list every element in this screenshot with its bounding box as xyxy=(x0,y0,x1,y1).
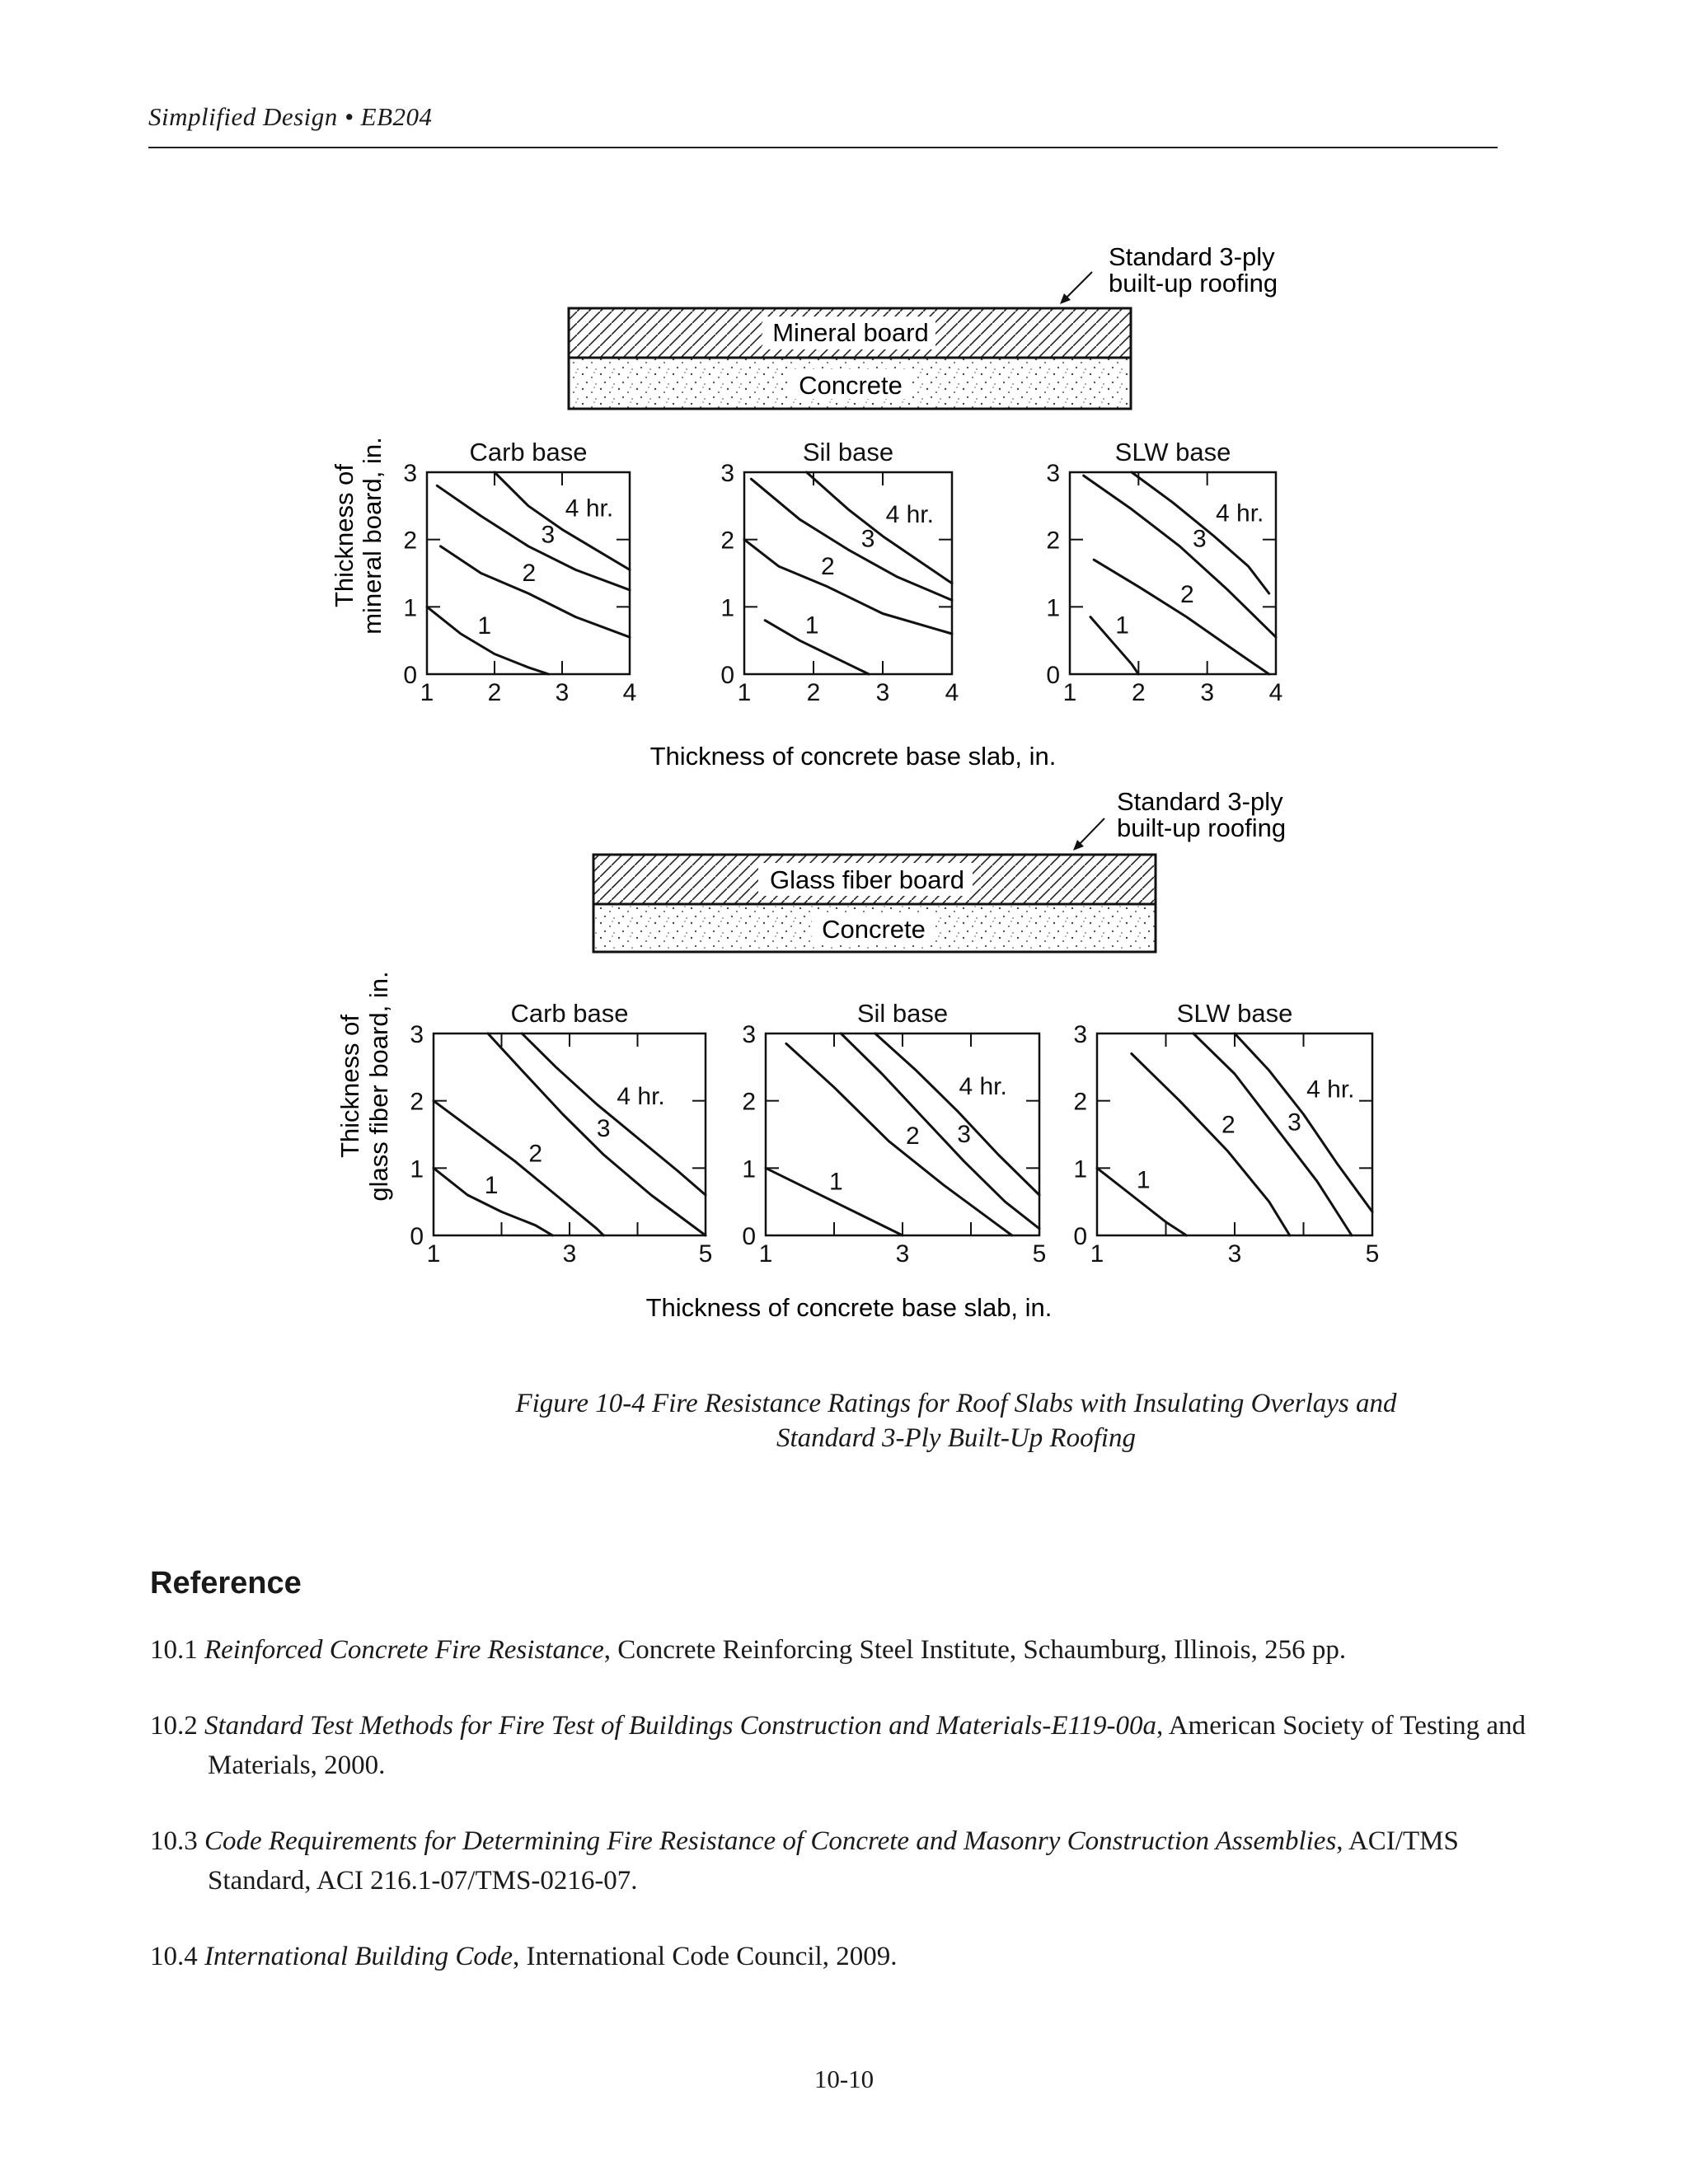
x-tick-label: 5 xyxy=(1032,1240,1047,1268)
y-tick-label: 3 xyxy=(1073,1021,1087,1048)
chart-title: Sil base xyxy=(856,999,949,1028)
curve-label: 2 xyxy=(1180,581,1194,609)
curve-label: 3 xyxy=(860,525,875,553)
y-tick-label: 2 xyxy=(742,1088,756,1116)
curve-label: 1 xyxy=(1115,612,1129,640)
x-tick-label: 1 xyxy=(1062,679,1077,706)
roofing-label: Standard 3-ply xyxy=(1109,242,1275,271)
curve-label: 4 hr. xyxy=(1216,499,1264,527)
curve-label: 3 xyxy=(957,1120,971,1148)
board-label: Mineral board xyxy=(772,318,929,347)
y-tick-label: 0 xyxy=(410,1223,424,1250)
y-tick-label: 3 xyxy=(720,460,734,487)
y-tick-label: 1 xyxy=(1073,1155,1087,1183)
curve-label: 4 hr. xyxy=(959,1073,1007,1101)
curve-label: 4 hr. xyxy=(885,501,934,529)
curve-label: 2 xyxy=(906,1122,920,1150)
rating-curve-1 xyxy=(1090,617,1138,674)
y-tick-label: 1 xyxy=(1046,594,1060,622)
x-tick-label: 3 xyxy=(1200,679,1215,706)
x-tick-label: 1 xyxy=(1090,1240,1104,1268)
x-tick-label: 2 xyxy=(806,679,821,706)
x-tick-label: 3 xyxy=(1227,1240,1242,1268)
mineral-board-diagram xyxy=(569,242,1278,409)
curve-label: 1 xyxy=(1136,1166,1151,1194)
caption-line: Standard 3-Ply Built-Up Roofing xyxy=(776,1423,1136,1453)
x-tick-label: 1 xyxy=(426,1240,441,1268)
y-tick-label: 0 xyxy=(403,662,417,689)
chart-sil-base-mineral xyxy=(720,438,959,706)
reference-heading: Reference xyxy=(150,1566,302,1601)
curve-label: 4 hr. xyxy=(1306,1076,1355,1104)
x-axis-label: Thickness of concrete base slab, in. xyxy=(649,742,1057,771)
chart-sil-base-glass xyxy=(742,999,1046,1268)
y-tick-label: 0 xyxy=(720,662,734,689)
y-axis-label: Thickness of xyxy=(335,1014,364,1159)
figure-caption xyxy=(247,1386,1665,1455)
reference-item: 10.2 Standard Test Methods for Fire Test of Buildings Construction and Materials-E119-00a, American Society of Testing and Materials, 2000. xyxy=(150,1711,1526,1780)
curve-label: 2 xyxy=(528,1140,543,1168)
y-tick-label: 2 xyxy=(720,527,734,555)
y-tick-label: 0 xyxy=(1046,662,1060,689)
concrete-label: Concrete xyxy=(822,915,926,944)
x-axis-label: Thickness of concrete base slab, in. xyxy=(645,1293,1053,1322)
x-tick-label: 2 xyxy=(1131,679,1146,706)
roofing-label: built-up roofing xyxy=(1109,269,1278,298)
rating-curve-2 xyxy=(434,1101,603,1235)
curve-label: 1 xyxy=(477,612,492,640)
curve-label: 1 xyxy=(829,1168,843,1196)
board-label: Glass fiber board xyxy=(769,865,965,894)
glass-fiber-board-diagram xyxy=(593,787,1286,952)
concrete-label: Concrete xyxy=(799,371,903,400)
y-tick-label: 0 xyxy=(1073,1223,1087,1250)
reference-item: 10.3 Code Requirements for Determining Fire Resistance of Concrete and Masonry Construction Assemblies, ACI/TMS Standard, ACI 216.1-07/TMS-0216-07. xyxy=(150,1826,1459,1896)
y-tick-label: 1 xyxy=(410,1155,424,1183)
y-axis-label: glass fiber board, in. xyxy=(364,971,393,1202)
x-tick-label: 3 xyxy=(555,679,570,706)
running-header: Simplified Design • EB204 xyxy=(148,102,433,131)
y-tick-label: 2 xyxy=(403,527,417,555)
x-tick-label: 1 xyxy=(420,679,434,706)
curve-label: 3 xyxy=(541,521,556,549)
curve-label: 1 xyxy=(804,612,819,640)
chart-slw-base-glass xyxy=(1073,999,1379,1268)
roofing-label: built-up roofing xyxy=(1117,813,1287,842)
y-tick-label: 2 xyxy=(410,1088,424,1116)
x-tick-label: 2 xyxy=(487,679,502,706)
y-axis-label: Thickness of xyxy=(330,463,359,608)
chart-title: Carb base xyxy=(510,999,629,1028)
x-tick-label: 4 xyxy=(945,679,959,706)
curve-label: 4 hr. xyxy=(565,494,614,523)
rating-curve-4hr xyxy=(875,1033,1039,1195)
x-tick-label: 1 xyxy=(737,679,752,706)
curve-label: 2 xyxy=(522,560,537,588)
x-tick-label: 3 xyxy=(562,1240,577,1268)
rating-curve-2 xyxy=(1132,1054,1290,1236)
curve-label: 2 xyxy=(821,552,835,580)
chart-title: Sil base xyxy=(802,438,894,466)
y-tick-label: 1 xyxy=(403,594,417,622)
y-tick-label: 2 xyxy=(1073,1088,1087,1116)
curve-label: 1 xyxy=(484,1172,499,1200)
x-tick-label: 1 xyxy=(758,1240,773,1268)
x-tick-label: 5 xyxy=(698,1240,713,1268)
x-tick-label: 5 xyxy=(1365,1240,1380,1268)
roofing-label: Standard 3-ply xyxy=(1117,787,1283,816)
x-tick-label: 4 xyxy=(1268,679,1283,706)
x-tick-label: 3 xyxy=(895,1240,910,1268)
curve-label: 3 xyxy=(596,1114,611,1142)
y-tick-label: 3 xyxy=(403,460,417,487)
page-number: 10-10 xyxy=(814,2064,874,2093)
rating-curve-3 xyxy=(751,479,952,600)
y-tick-label: 1 xyxy=(742,1155,756,1183)
rating-curve-3 xyxy=(841,1033,1039,1229)
reference-item: 10.1 Reinforced Concrete Fire Resistance, Concrete Reinforcing Steel Institute, Schaumburg, Illinois, 256 pp. xyxy=(150,1635,1347,1665)
x-tick-label: 4 xyxy=(622,679,637,706)
chart-title: SLW base xyxy=(1176,999,1293,1028)
y-tick-label: 3 xyxy=(410,1021,424,1048)
chart-carb-base-mineral xyxy=(403,438,636,706)
curve-label: 3 xyxy=(1193,525,1207,553)
y-tick-label: 2 xyxy=(1046,527,1060,555)
chart-carb-base-glass xyxy=(410,999,712,1268)
chart-slw-base-mineral xyxy=(1046,438,1282,706)
y-axis-label: mineral board, in. xyxy=(358,437,387,635)
curve-label: 4 hr. xyxy=(617,1082,665,1110)
y-tick-label: 3 xyxy=(1046,460,1060,487)
y-tick-label: 0 xyxy=(742,1223,756,1250)
curve-label: 2 xyxy=(1221,1111,1236,1139)
curve-label: 3 xyxy=(1287,1108,1301,1137)
y-tick-label: 1 xyxy=(720,594,734,622)
rating-curve-4hr xyxy=(522,1033,706,1195)
y-tick-label: 3 xyxy=(742,1021,756,1048)
reference-item: 10.4 International Building Code, International Code Council, 2009. xyxy=(150,1942,898,1971)
chart-title: SLW base xyxy=(1114,438,1231,466)
x-tick-label: 3 xyxy=(875,679,890,706)
caption-line: Figure 10-4 Fire Resistance Ratings for Roof Slabs with Insulating Overlays and xyxy=(515,1389,1397,1418)
chart-title: Carb base xyxy=(469,438,588,466)
